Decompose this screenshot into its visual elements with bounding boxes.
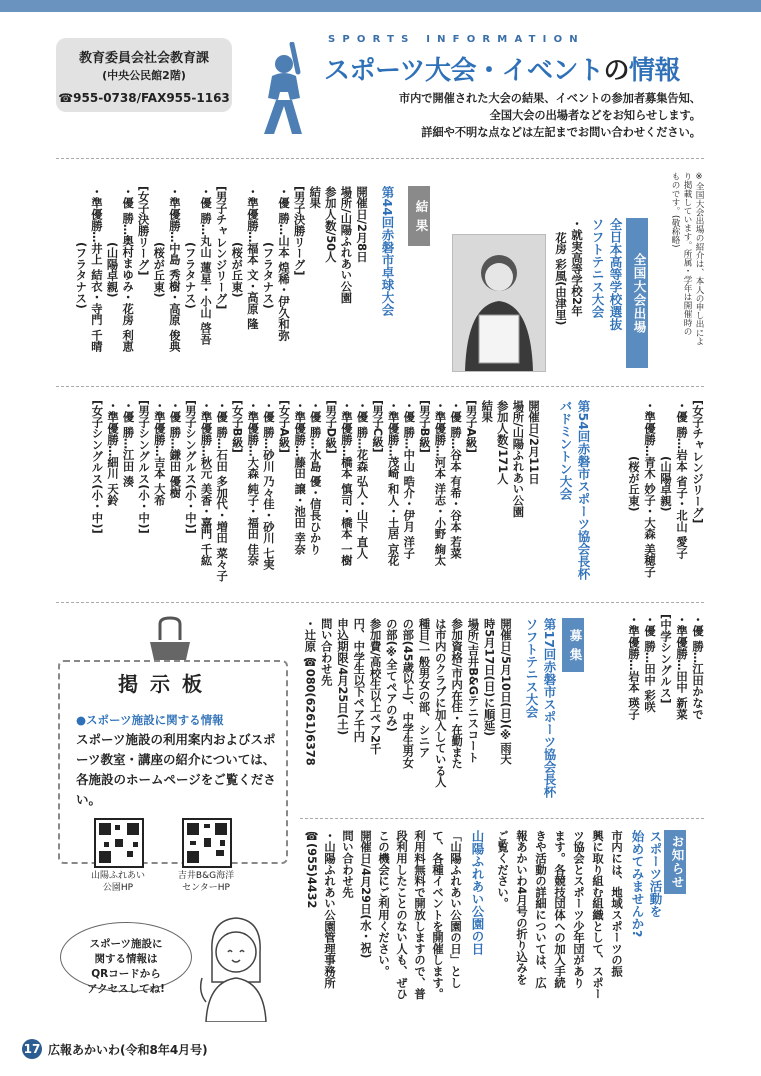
contact-dept: 教育委員会社会教育課 (78, 51, 209, 66)
result-line: [男子シングルス(小・中)] (137, 400, 151, 534)
table-tennis-title: 第44回赤磐市卓球大会 (380, 186, 395, 316)
note-line: ものです。(敬称略) (670, 172, 680, 248)
badminton-results (89, 400, 541, 581)
divider (56, 386, 704, 387)
title-line: スポーツ活動を (648, 830, 663, 918)
result-line: (フラタナス) (261, 242, 275, 309)
result-line: ・優 勝…水島 優・信長ひかり (308, 400, 322, 555)
national-event-title (588, 218, 624, 331)
result-line: 参加人数/171人 (495, 400, 509, 485)
notice-line: 興に取り組む組織として、スポー (591, 830, 604, 1000)
result-line: [男子決勝リーグ] (292, 186, 306, 276)
note-line: ※全国大会出場の紹介は、本人の申し出によ (694, 172, 704, 346)
lead-line: 全国大会の出場者などをお知らせします。 (489, 109, 701, 122)
qr-code-icon[interactable] (182, 818, 232, 868)
entry-line: ・就実高等学校2年 (570, 218, 583, 317)
binder-clip-icon (146, 616, 194, 662)
detail-line: 円、中学生以下ペア千円 (352, 618, 366, 743)
park-line: 「山陽ふれあい公園の日」とし (449, 830, 462, 989)
tt-women-challenge (625, 400, 705, 577)
caption-line: 吉井B&G海洋 (177, 871, 235, 881)
recruit-badge: 募 集 (562, 618, 584, 672)
detail-line: 申込期限/4月25日(土) (336, 618, 350, 736)
recruit-details (301, 618, 513, 788)
result-line: ・準優勝…岩本 瑛子 (627, 614, 640, 720)
notice-line: 市内には、地域スポーツの振 (610, 830, 623, 977)
result-line: ・優 勝…丸山 蓮星・小山 啓吾 (199, 186, 213, 345)
result-line: ・準優勝…橋本 慎司・橋本 一樹 (339, 400, 353, 567)
detail-line: 問い合わせ先 (319, 618, 333, 686)
result-line: (山陽卓親) (105, 242, 119, 298)
result-line: [女子B級] (230, 400, 244, 453)
notice-line: ツ協会とスポーツ少年団があり (572, 830, 585, 989)
badminton-title (556, 400, 592, 580)
detail-line: ・辻原 ☎080(6261)6378 (303, 618, 317, 766)
result-line: (桜が丘東) (627, 456, 640, 512)
badminton-continued (625, 614, 705, 720)
title-line: ソフトテニス大会 (524, 618, 539, 718)
bulletin-title: 掲示板 (118, 672, 214, 696)
park-line: ・山陽ふれあい公園管理事務所 (323, 830, 336, 989)
result-line: ・準優勝…細川 天鈴 (105, 400, 119, 506)
detail-line: 参加資格/市内在住・在勤また (450, 618, 464, 770)
caption-line: センターHP (182, 883, 230, 893)
result-line: ・優 勝…砂川 乃々佳・砂川 七実 (261, 400, 275, 570)
result-line: [女子A級] (277, 400, 291, 453)
result-line: ・優 勝…江田 湊 (121, 400, 135, 487)
result-line: ・優 勝…石田 多加代・増田 菜々子 (215, 400, 229, 582)
divider (56, 602, 704, 603)
entry-line: 花房 彩風(由津里) (554, 232, 567, 326)
baseball-batter-icon (254, 42, 314, 138)
title-end: 情報 (628, 56, 680, 86)
detail-line: 参加費/高校生以上ペア2千 (368, 618, 382, 755)
result-line: ・優 勝…岩本 省子・北山 愛子 (675, 400, 688, 559)
park-line: て、各種イベントを開催します。 (431, 830, 444, 1000)
bubble-line: スポーツ施設に (89, 938, 163, 950)
detail-line: の部(45歳以上)、中学生男女 (401, 618, 415, 769)
result-line: [男子B級] (417, 400, 431, 453)
result-line: ・優 勝…花森 弘人・山下 直人 (355, 400, 369, 559)
page-title (324, 50, 680, 87)
notice-line: ます。各競技団体への加入手続 (553, 830, 566, 989)
divider (56, 158, 704, 159)
contact-box (56, 38, 232, 112)
result-line: ・準優勝…青木 妙子・大森 美穂子 (643, 400, 656, 578)
result-line: [女子チャレンジリーグ] (691, 400, 704, 524)
result-line: ・優 勝…奥村まゆみ・花房 利恵 (121, 186, 135, 353)
national-badge: 全国大会出場 (626, 218, 648, 368)
result-line: ・準優勝…井上 結衣・寺門 千晴 (89, 186, 103, 353)
result-line: (フラタナス) (183, 242, 197, 309)
result-line: (桜が丘東) (230, 242, 244, 298)
detail-line: は市内のクラブに加入している人 (433, 618, 447, 788)
detail-line: 開催日/5月10日(日)(※雨天 (499, 618, 512, 765)
result-line: ・優 勝…山本 煌稀・伊久和弥 (277, 186, 291, 341)
bulletin-subtitle: ●スポーツ施設に関する情報 (76, 713, 224, 727)
result-line: ・優 勝…田中 彩咲 (643, 614, 656, 713)
result-line: ・優 勝…江田かなで (691, 614, 704, 720)
title-main: スポーツ大会・イベント (324, 56, 604, 86)
bubble-line: 関する情報は (94, 953, 158, 965)
park-line: この機会にご利用ください。 (377, 830, 390, 977)
publication-name: 広報あかいわ(令和8年4月号) (48, 1043, 208, 1057)
notice-badge: お知らせ (664, 830, 686, 894)
result-line: 結果 (480, 400, 494, 423)
caption-line: 公園HP (102, 883, 134, 893)
detail-line: の部(※全てペアのみ) (384, 618, 398, 732)
result-line: 参加人数/50人 (323, 186, 337, 263)
lead-text (399, 90, 701, 141)
result-line: ・準優勝…福本 文・高原 隆 (245, 186, 259, 330)
result-line: [男子チャレンジリーグ] (214, 186, 228, 310)
lead-line: 市内で開催された大会の結果、イベントの参加者募集告知、 (398, 92, 701, 105)
note-line: り掲載しています。所属・学年は開催時の (682, 172, 692, 336)
detail-line: 種目/一般男女の部、シニア (417, 618, 431, 758)
athlete-photo (452, 234, 546, 372)
result-line: (フラタナス) (74, 242, 88, 309)
result-line: (山陽卓親) (659, 456, 672, 512)
contact-phone: ☎955-0738/FAX955-1163 (58, 91, 230, 105)
national-note (669, 172, 705, 345)
title-line: バドミントン大会 (558, 400, 573, 500)
result-line: ・準優勝…大森 純子・福田 佳奈 (246, 400, 260, 567)
result-line: 場所/山陽ふれあい公園 (339, 186, 353, 304)
notice-title (628, 830, 664, 937)
result-line: ・優 勝…鎌田 優樹 (168, 400, 182, 499)
detail-line: 時5月17日(日)に順延) (482, 618, 496, 737)
page-number: 17 (22, 1039, 42, 1059)
result-line: ・準優勝…茂崎 和人・土居 京花 (386, 400, 400, 567)
result-line: [女子シングルス(小・中)] (90, 400, 104, 534)
park-line: 開催日/4月29日(水・祝) (359, 830, 372, 959)
result-line: 開催日/2月11日 (527, 400, 540, 485)
qr-caption (78, 870, 158, 894)
notice-line: きや活動の詳細については、広 (534, 830, 547, 989)
result-line: ・準優勝…藤田 譲・池田 幸奈 (293, 400, 307, 555)
notice-line: ご覧ください。 (496, 830, 509, 910)
section-kicker: SPORTS INFORMATION (328, 34, 585, 45)
bubble-line: アクセスしてね! (87, 983, 165, 995)
result-line: ・準優勝…吉本 大希 (152, 400, 166, 506)
park-line: ☎(955)4432 (305, 830, 318, 909)
park-line: 段利用したことのない人も、ぜひ (395, 830, 408, 1000)
result-line: ・優 勝…谷本 有希・谷本 若菜 (449, 400, 463, 559)
lead-line: 詳細や不明な点などは左記までお問い合わせください。 (421, 126, 701, 139)
woman-illustration-icon (196, 912, 276, 1022)
notice-body (493, 830, 626, 1000)
bubble-line: QRコードから (91, 968, 161, 980)
qr-code-icon[interactable] (94, 818, 144, 868)
caption-line: 山陽ふれあい (90, 871, 145, 881)
result-line: ・優 勝…中山 晧介・伊月 洋子 (402, 400, 416, 559)
bulletin-body: スポーツ施設の利用案内およびスポーツ教室・講座の紹介については、各施設のホームページをご覧ください。 (76, 732, 276, 807)
park-day-title: 山陽ふれあい公園の日 (470, 830, 485, 955)
title-line: 始めてみませんか? (630, 830, 645, 938)
speech-bubble (60, 922, 192, 995)
result-line: 場所/山陽ふれあい公園 (511, 400, 525, 518)
title-particle: の (603, 56, 629, 86)
result-line: [男子A級] (464, 400, 478, 453)
title-line: 全日本高等学校選抜 (608, 218, 623, 331)
divider (300, 818, 704, 819)
result-line: ・準優勝…中島 秀樹・高原 俊典 (167, 186, 181, 353)
contact-location: (中央公民館2階) (102, 69, 186, 82)
park-day-body (302, 830, 464, 1000)
national-entry (552, 218, 584, 325)
result-line: [中学シングルス] (659, 614, 672, 704)
result-line: 結果 (308, 186, 322, 209)
result-line: 開催日/2月8日 (355, 186, 368, 263)
notice-line: 報あかいわ4月号の折り込みを (515, 830, 528, 985)
result-line: [男子C級] (371, 400, 385, 453)
results-badge: 結 果 (408, 186, 430, 246)
result-line: ・準優勝…秋元 美香・嘉門 千紘 (199, 400, 213, 567)
result-line: [女子決勝リーグ] (136, 186, 150, 276)
recruit-event-title (522, 618, 558, 798)
top-color-bar (0, 0, 761, 12)
park-line: 利用料無料で開放しますので、普 (413, 830, 426, 1000)
result-line: [男子シングルス(小・中)] (183, 400, 197, 534)
qr-caption (166, 870, 246, 894)
title-line: ソフトテニス大会 (590, 218, 605, 318)
detail-line: 場所/吉井B&Gテニスコート (466, 618, 480, 763)
result-line: ・準優勝…田中 新菜 (675, 614, 688, 720)
title-line: 第54回赤磐市スポーツ協会長杯 (576, 400, 591, 580)
park-line: 問い合わせ先 (341, 830, 354, 898)
table-tennis-results (73, 186, 369, 352)
result-line: ・準優勝…河本 洋志・小野 絢太 (433, 400, 447, 567)
title-line: 第17回赤磐市スポーツ協会長杯 (542, 618, 557, 798)
result-line: (桜が丘東) (152, 242, 166, 298)
result-line: [男子D級] (324, 400, 338, 454)
